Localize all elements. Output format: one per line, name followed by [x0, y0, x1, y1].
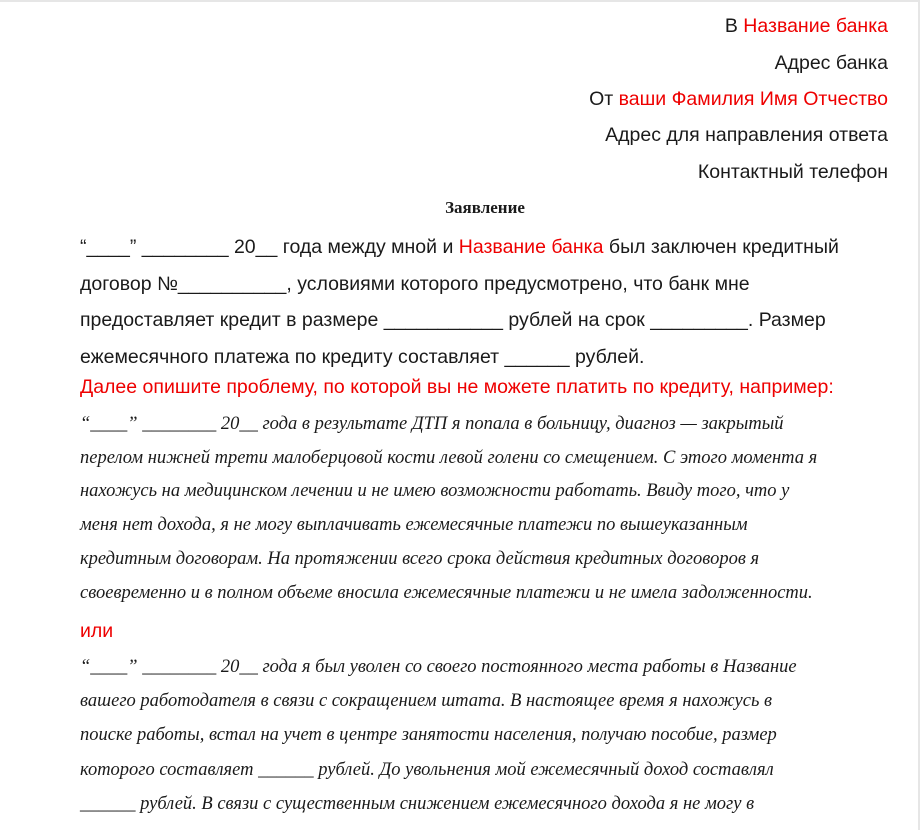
body-bank-name: Название банка	[458, 236, 604, 258]
loan-agreement-paragraph	[80, 229, 900, 376]
example-1-line: кредитным договорам. На протяжении всего срока действия кредитных договоров я	[80, 548, 760, 569]
header-phone: Контактный телефон	[697, 161, 888, 183]
example-2-line: “____” ________ 20__ года я был уволен со своего постоянного места работы в Название	[80, 657, 797, 677]
or-label: или	[80, 620, 114, 642]
example-2-line: вашего работодателя в связи с сокращением штата. В настоящее время я нахожусь в	[80, 691, 773, 712]
header-applicant-name: ваши Фамилия Имя Отчество	[618, 88, 888, 110]
example-2-line: ______ рублей. В связи с существенным снижением ежемесячного дохода я не могу в	[80, 793, 755, 814]
header-to-prefix: В	[724, 15, 738, 37]
header-sender	[68, 87, 888, 111]
body-line-1-end: был заключен кредитный	[608, 236, 839, 258]
body-line-1	[80, 229, 900, 266]
instruction-text: Далее опишите проблему, по которой вы не можете платить по кредиту, например:	[80, 376, 834, 398]
document-title: Заявление	[445, 198, 525, 217]
header-recipient-bank	[68, 14, 888, 38]
example-1-line: своевременно и в полном объеме вносила ежемесячные платежи и не имела задолженности.	[80, 582, 813, 603]
body-line-3: предоставляет кредит в размере ___________ рублей на срок _________. Размер	[80, 309, 826, 332]
body-line-1-start: “____” ________ 20__ года между мной и	[80, 236, 454, 258]
example-2-paragraph	[80, 650, 900, 821]
body-line-4: ежемесячного платежа по кредиту составляет ______ рублей.	[80, 346, 645, 369]
header-bank-address: Адрес банка	[774, 52, 888, 74]
example-1-line: меня нет дохода, я не могу выплачивать ежемесячные платежи по вышеуказанным	[80, 515, 748, 536]
example-1-paragraph	[80, 408, 900, 610]
example-1-line: перелом нижней трети малоберцовой кости левой голени со смещением. С этого момента я	[80, 447, 818, 468]
example-2-line: поиске работы, встал на учет в центре занятости населения, получаю пособие, размер	[80, 725, 777, 746]
example-2-line: которого составляет ______ рублей. До увольнения мой ежемесячный доход составлял	[80, 759, 774, 780]
header-bank-name: Название банка	[743, 15, 888, 37]
header-reply-address: Адрес для направления ответа	[605, 124, 888, 146]
example-1-line: “____” ________ 20__ года в результате ДТП я попала в больницу, диагноз — закрытый	[80, 414, 784, 434]
header-from-prefix: От	[589, 88, 614, 110]
example-1-line: нахожусь на медицинском лечении и не имею возможности работать. Ввиду того, что у	[80, 481, 790, 502]
body-line-2: договор №__________, условиями которого предусмотрено, что банк мне	[80, 272, 750, 295]
